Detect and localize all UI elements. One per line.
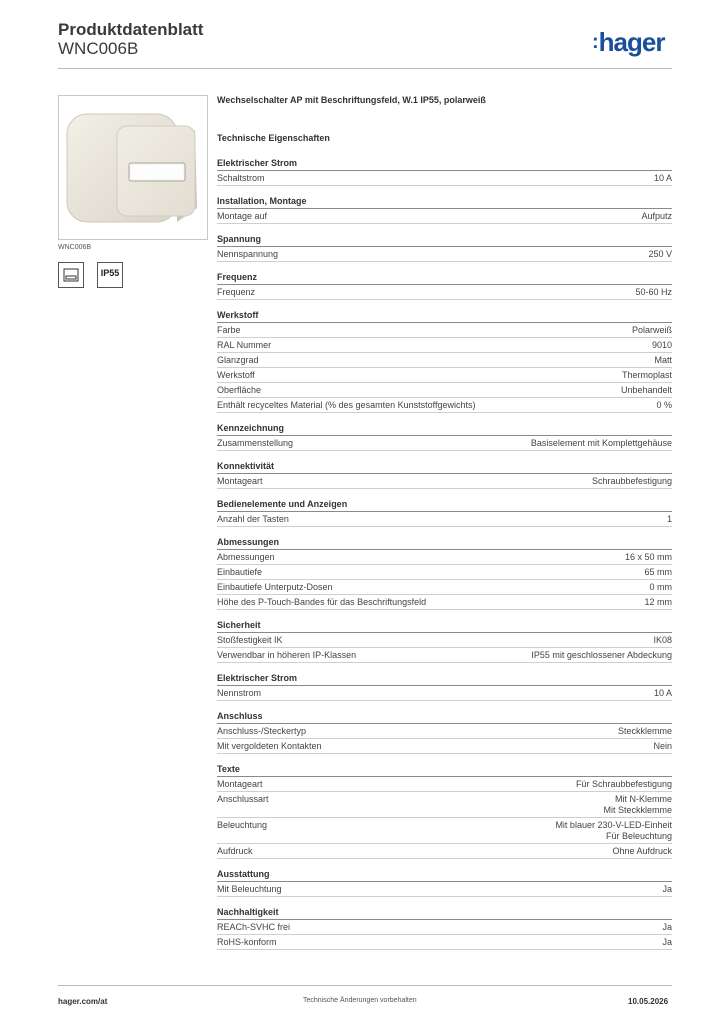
spec-value: Nein (653, 740, 672, 751)
spec-label: Abmessungen (217, 551, 275, 562)
spec-row (217, 580, 672, 595)
spec-row (217, 368, 672, 383)
spec-row (217, 171, 672, 186)
spec-value: 12 mm (644, 596, 672, 607)
spec-section (217, 498, 672, 527)
spec-label: Nennspannung (217, 248, 279, 259)
spec-value: 1 (666, 513, 672, 524)
spec-value: Ja (662, 883, 672, 894)
spec-row (217, 882, 672, 897)
spec-label: Zusammenstellung (217, 437, 294, 448)
spec-label: Verwendbar in höheren IP-Klassen (217, 649, 357, 660)
spec-row (217, 285, 672, 300)
section-title: Elektrischer Strom (217, 672, 672, 686)
spec-value: Ja (662, 921, 672, 932)
spec-sheet (217, 95, 672, 959)
section-title: Anschluss (217, 710, 672, 724)
tech-heading: Technische Eigenschaften (217, 133, 330, 143)
spec-row (217, 247, 672, 262)
spec-value: 50-60 Hz (635, 286, 672, 297)
spec-label: Einbautiefe Unterputz-Dosen (217, 581, 333, 592)
spec-row (217, 383, 672, 398)
section-title: Kennzeichnung (217, 422, 672, 436)
header-divider (58, 68, 672, 69)
section-title: Spannung (217, 233, 672, 247)
spec-row (217, 633, 672, 648)
spec-label: Montage auf (217, 210, 268, 221)
spec-value: Steckklemme (617, 725, 672, 736)
spec-row (217, 550, 672, 565)
spec-label: Enthält recyceltes Material (% des gesamten Kunststoffgewichts) (217, 399, 476, 410)
spec-section (217, 619, 672, 663)
spec-label: Anzahl der Tasten (217, 513, 289, 524)
spec-section (217, 906, 672, 950)
spec-label: Schaltstrom (217, 172, 265, 183)
spec-sections (217, 157, 672, 950)
spec-row (217, 512, 672, 527)
spec-row (217, 920, 672, 935)
spec-value: Aufputz (641, 210, 672, 221)
footer-website-link[interactable]: hager.com/at (58, 997, 108, 1006)
spec-row (217, 209, 672, 224)
spec-label: Nennstrom (217, 687, 262, 698)
spec-value: 65 mm (644, 566, 672, 577)
spec-label: REACh-SVHC frei (217, 921, 291, 932)
spec-section (217, 157, 672, 186)
section-title: Abmessungen (217, 536, 672, 550)
switch-illustration (59, 96, 207, 239)
spec-label: Glanzgrad (217, 354, 259, 365)
spec-row (217, 353, 672, 368)
flush-mount-icon (59, 263, 83, 287)
spec-label: Aufdruck (217, 845, 253, 856)
spec-row (217, 724, 672, 739)
spec-value: Matt (654, 354, 672, 365)
spec-row (217, 935, 672, 950)
spec-section (217, 763, 672, 859)
section-title: Installation, Montage (217, 195, 672, 209)
spec-row (217, 792, 672, 818)
image-caption: WNC006B (58, 244, 92, 251)
spec-row (217, 818, 672, 844)
spec-value: 10 A (653, 172, 672, 183)
spec-label: RAL Nummer (217, 339, 272, 350)
spec-row (217, 436, 672, 451)
spec-section (217, 309, 672, 413)
spec-label: Mit Beleuchtung (217, 883, 282, 894)
spec-value: 9010 (651, 339, 672, 350)
spec-row (217, 844, 672, 859)
spec-row (217, 777, 672, 792)
spec-row (217, 338, 672, 353)
spec-label: Montageart (217, 475, 263, 486)
spec-label: Mit vergoldeten Kontakten (217, 740, 322, 751)
spec-label: Werkstoff (217, 369, 255, 380)
spec-value: 10 A (653, 687, 672, 698)
spec-section (217, 536, 672, 610)
certification-icon (58, 262, 84, 288)
spec-label: RoHS-konform (217, 936, 277, 947)
section-title: Frequenz (217, 271, 672, 285)
section-title: Bedienelemente und Anzeigen (217, 498, 672, 512)
spec-row (217, 739, 672, 754)
hager-logo[interactable] (592, 27, 664, 58)
spec-value: 250 V (648, 248, 672, 259)
spec-row (217, 595, 672, 610)
spec-row (217, 474, 672, 489)
section-title: Elektrischer Strom (217, 157, 672, 171)
spec-value: Polarweiß (631, 324, 672, 335)
section-title: Texte (217, 763, 672, 777)
section-title: Sicherheit (217, 619, 672, 633)
spec-value: Basiselement mit Komplettgehäuse (530, 437, 672, 448)
spec-value: IP55 mit geschlossener Abdeckung (531, 649, 672, 660)
spec-row (217, 565, 672, 580)
spec-label: Beleuchtung (217, 819, 268, 830)
spec-value: Mit N-Klemme Mit Steckklemme (603, 793, 672, 815)
spec-value: IK08 (653, 634, 672, 645)
spec-value: Ja (662, 936, 672, 947)
logo-text: hager (598, 27, 665, 57)
spec-label: Oberfläche (217, 384, 262, 395)
spec-value: Unbehandelt (620, 384, 672, 395)
footer-disclaimer: Technische Änderungen vorbehalten (303, 997, 417, 1004)
spec-value: 16 x 50 mm (624, 551, 672, 562)
section-title: Nachhaltigkeit (217, 906, 672, 920)
footer-date: 10.05.2026 (628, 997, 669, 1006)
product-title: Wechselschalter AP mit Beschriftungsfeld, W.1 IP55, polarweiß (217, 95, 486, 105)
spec-label: Frequenz (217, 286, 256, 297)
spec-label: Höhe des P-Touch-Bandes für das Beschriftungsfeld (217, 596, 427, 607)
spec-value: Schraubbefestigung (591, 475, 672, 486)
spec-section (217, 710, 672, 754)
section-title: Konnektivität (217, 460, 672, 474)
spec-section (217, 233, 672, 262)
spec-label: Farbe (217, 324, 241, 335)
ip55-badge: IP55 (97, 262, 123, 288)
spec-value: Für Schraubbefestigung (575, 778, 672, 789)
spec-section (217, 868, 672, 897)
spec-row (217, 686, 672, 701)
spec-section (217, 422, 672, 451)
spec-row (217, 323, 672, 338)
spec-section (217, 460, 672, 489)
spec-value: 0 % (656, 399, 672, 410)
spec-row (217, 398, 672, 413)
logo-prefix: : (592, 31, 598, 53)
spec-value: Ohne Aufdruck (612, 845, 672, 856)
spec-label: Anschluss-/Steckertyp (217, 725, 307, 736)
footer-divider (58, 985, 672, 986)
spec-section (217, 271, 672, 300)
spec-value: Mit blauer 230-V-LED-Einheit Für Beleuchtung (555, 819, 672, 841)
page-title: Produktdatenblatt (58, 20, 204, 39)
product-image (58, 95, 208, 240)
spec-value: 0 mm (649, 581, 672, 592)
spec-section (217, 672, 672, 701)
section-title: Werkstoff (217, 309, 672, 323)
spec-row (217, 648, 672, 663)
spec-value: Thermoplast (621, 369, 672, 380)
section-title: Ausstattung (217, 868, 672, 882)
spec-section (217, 195, 672, 224)
spec-label: Anschlussart (217, 793, 269, 804)
spec-label: Stoßfestigkeit IK (217, 634, 283, 645)
article-number: WNC006B (58, 39, 139, 58)
spec-label: Montageart (217, 778, 263, 789)
spec-label: Einbautiefe (217, 566, 263, 577)
